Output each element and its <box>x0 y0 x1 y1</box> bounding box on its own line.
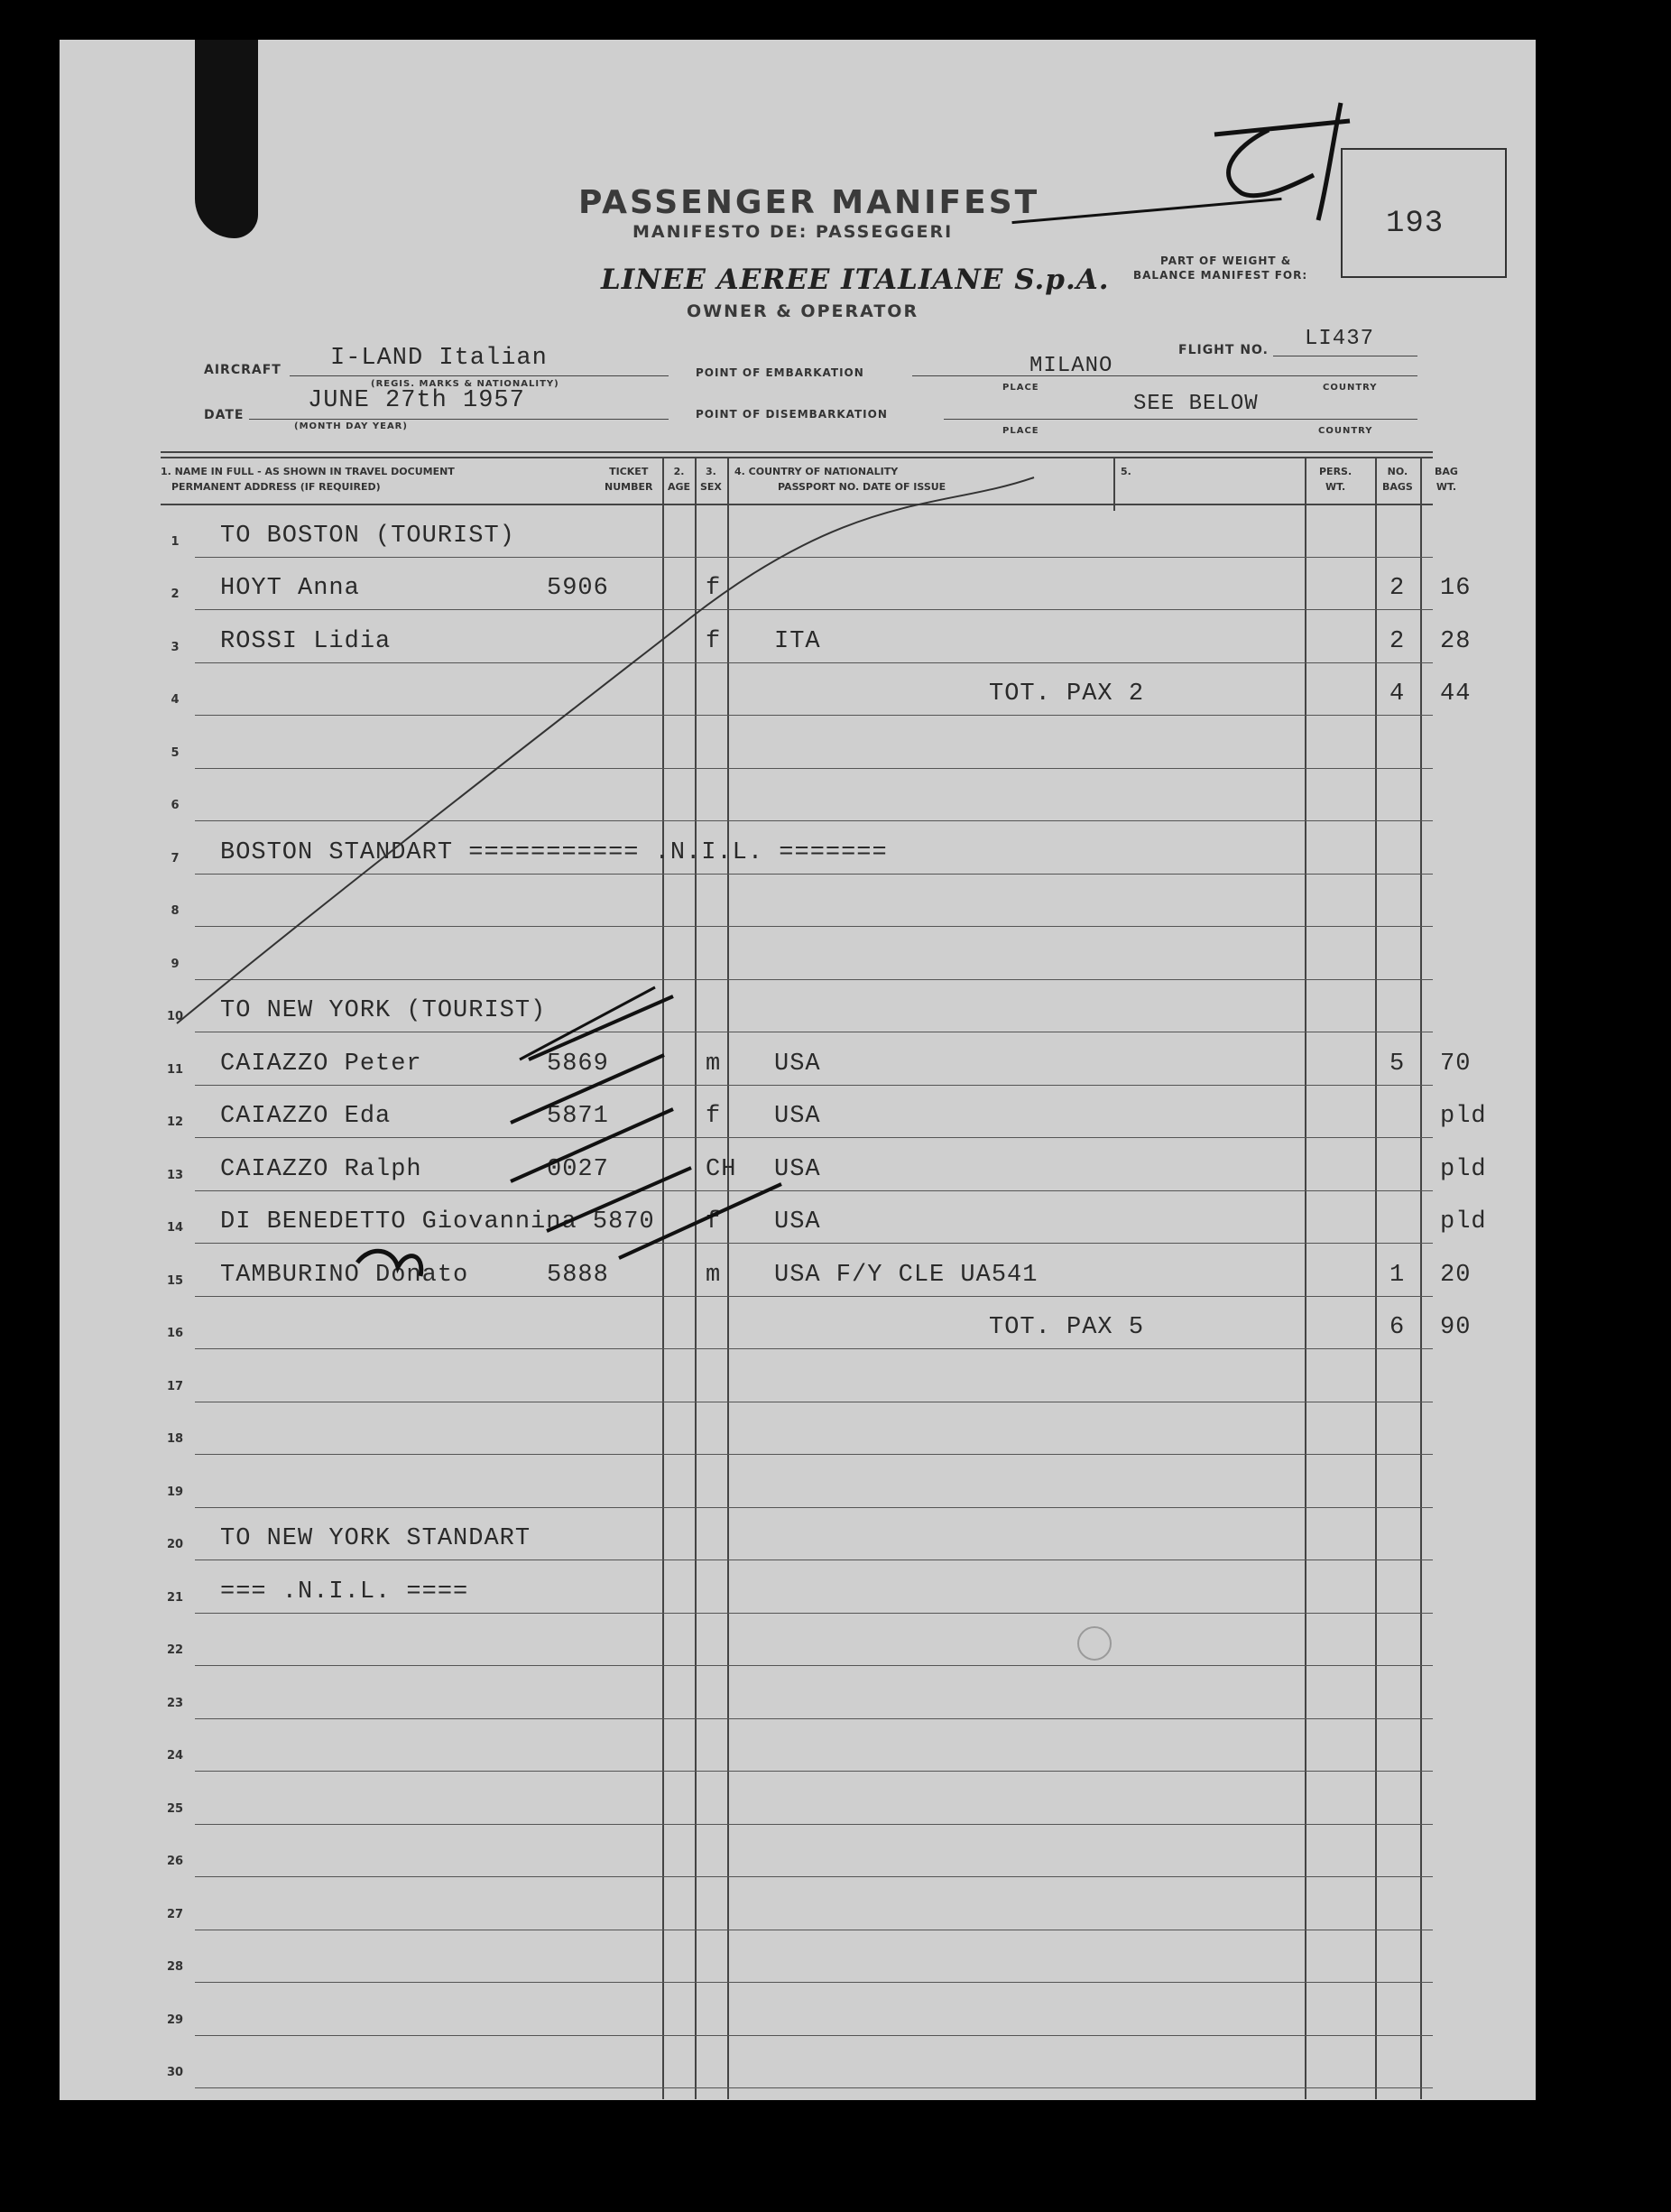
bag-weight: pld <box>1440 1155 1487 1183</box>
row-number: 13 <box>166 1168 184 1182</box>
row-number: 5 <box>171 745 180 760</box>
col-header-5: 5. <box>1121 466 1131 477</box>
row-number: 10 <box>166 1010 184 1023</box>
cancellation-strokes <box>60 40 1536 2100</box>
row-number: 22 <box>166 1643 184 1657</box>
passenger-name: CAIAZZO Eda <box>220 1103 392 1130</box>
bag-weight: 20 <box>1440 1261 1472 1289</box>
passenger-name: HOYT Anna <box>220 575 360 602</box>
disembarkation-place: SEE BELOW <box>1133 392 1259 416</box>
row-number: 11 <box>166 1062 184 1077</box>
bag-weight: 28 <box>1440 627 1472 655</box>
owner-operator-label: OWNER & OPERATOR <box>687 301 919 321</box>
row-number: 28 <box>166 1960 184 1974</box>
bag-weight: 16 <box>1440 575 1472 602</box>
bag-weight: 90 <box>1440 1314 1472 1341</box>
manifest-sheet <box>60 40 1536 2100</box>
passenger-name: ROSSI Lidia <box>220 627 392 655</box>
ticket-number: 5888 <box>547 1261 609 1289</box>
bag-weight: pld <box>1440 1103 1487 1130</box>
row-number: 21 <box>166 1590 184 1605</box>
col-header-sex: 3. SEX <box>700 466 722 493</box>
row-number: 19 <box>166 1485 184 1499</box>
row-number: 15 <box>166 1273 184 1288</box>
nationality-passport: USA <box>774 1208 821 1236</box>
col-header-bag-wt: BAG WT. <box>1435 466 1458 493</box>
passenger-name: === .N.I.L. ==== <box>220 1578 469 1606</box>
row-number: 27 <box>166 1907 184 1921</box>
embark-country-caption: COUNTRY <box>1323 383 1378 393</box>
row-number: 17 <box>166 1379 184 1393</box>
embarkation-label: POINT OF EMBARKATION <box>696 366 864 379</box>
row-number: 29 <box>166 2013 184 2027</box>
bag-weight: 70 <box>1440 1050 1472 1078</box>
aircraft-caption: (REGIS. MARKS & NATIONALITY) <box>371 379 559 389</box>
passenger-sex: CH <box>706 1155 737 1183</box>
col-header-ticket: TICKET NUMBER <box>605 466 653 493</box>
row-number: 9 <box>171 957 180 971</box>
row-number: 7 <box>171 851 180 865</box>
bag-weight: pld <box>1440 1208 1487 1236</box>
ticket-number: 5869 <box>547 1050 609 1078</box>
passenger-sex: m <box>706 1050 722 1078</box>
nationality-passport: USA F/Y CLE UA541 <box>774 1261 1039 1289</box>
passenger-sex: m <box>706 1261 722 1289</box>
weight-note-line1: PART OF WEIGHT & <box>1160 255 1292 267</box>
bags-count: 1 <box>1389 1261 1406 1289</box>
row-number: 25 <box>166 1801 184 1816</box>
row-remark: TOT. PAX 5 <box>989 1314 1145 1341</box>
row-number: 20 <box>166 1538 184 1551</box>
bag-weight: 44 <box>1440 680 1472 708</box>
passenger-sex: f <box>706 575 722 602</box>
col-header-pers-wt: PERS. WT. <box>1319 466 1352 493</box>
date-value: JUNE 27th 1957 <box>308 387 525 414</box>
row-number: 4 <box>171 693 180 707</box>
weight-note-line2: BALANCE MANIFEST FOR: <box>1133 269 1308 282</box>
passenger-name: TO NEW YORK STANDART <box>220 1525 531 1552</box>
disembark-place-caption: PLACE <box>1002 426 1039 436</box>
row-number: 1 <box>171 534 180 549</box>
row-number: 26 <box>166 1855 184 1868</box>
bags-count: 5 <box>1389 1050 1406 1078</box>
col-header-name: 1. NAME IN FULL - AS SHOWN IN TRAVEL DOCUMENT PERMANENT ADDRESS (IF REQUIRED) <box>161 466 455 493</box>
col-header-age: 2. AGE <box>668 466 691 493</box>
row-number: 16 <box>166 1327 184 1340</box>
date-caption: (MONTH DAY YEAR) <box>294 421 408 431</box>
row-number: 14 <box>166 1221 184 1235</box>
nationality-passport: ITA <box>774 627 821 655</box>
aircraft-value: I-LAND Italian <box>330 345 548 372</box>
nationality-passport: USA <box>774 1155 821 1183</box>
row-number: 3 <box>171 640 180 654</box>
row-number: 23 <box>166 1696 184 1710</box>
disembarkation-label: POINT OF DISEMBARKATION <box>696 408 888 421</box>
ticket-number: 0027 <box>547 1155 609 1183</box>
passenger-sex: f <box>706 1103 722 1130</box>
bags-count: 4 <box>1389 680 1406 708</box>
passenger-sex: f <box>706 627 722 655</box>
page-number: 193 <box>1386 207 1445 241</box>
col-header-bags: NO. BAGS <box>1382 466 1413 493</box>
embarkation-place: MILANO <box>1029 354 1113 378</box>
passenger-name: CAIAZZO Ralph <box>220 1155 422 1183</box>
row-number: 24 <box>166 1749 184 1763</box>
passenger-name: TAMBURINO Donato <box>220 1261 469 1289</box>
passenger-name: BOSTON STANDART =========== .N.I.L. ======= <box>220 838 888 866</box>
row-number: 2 <box>171 588 180 601</box>
date-label: DATE <box>204 408 245 422</box>
row-number: 8 <box>171 904 180 918</box>
ticket-number: 5871 <box>547 1103 609 1130</box>
row-number: 18 <box>166 1432 184 1446</box>
manifest-subtitle: MANIFESTO DE: PASSEGGERI <box>632 222 954 242</box>
flight-no-value: LI437 <box>1305 327 1375 351</box>
bags-count: 2 <box>1389 627 1406 655</box>
row-number: 12 <box>166 1115 184 1129</box>
aircraft-label: AIRCRAFT <box>204 363 282 377</box>
passenger-sex: f <box>706 1208 722 1236</box>
nationality-passport: USA <box>774 1103 821 1130</box>
nationality-passport: USA <box>774 1050 821 1078</box>
passenger-name: TO NEW YORK (TOURIST) <box>220 997 547 1024</box>
embark-place-caption: PLACE <box>1002 383 1039 393</box>
row-remark: TOT. PAX 2 <box>989 680 1145 708</box>
manifest-title: PASSENGER MANIFEST <box>578 184 1040 221</box>
flight-no-label: FLIGHT NO. <box>1178 343 1269 357</box>
passenger-name: CAIAZZO Peter <box>220 1050 422 1078</box>
disembark-country-caption: COUNTRY <box>1318 426 1373 436</box>
passenger-name: DI BENEDETTO Giovannina 5870 <box>220 1208 655 1236</box>
bags-count: 6 <box>1389 1314 1406 1341</box>
ticket-number: 5906 <box>547 575 609 602</box>
passenger-name: TO BOSTON (TOURIST) <box>220 522 515 550</box>
bags-count: 2 <box>1389 575 1406 602</box>
airline-name: LINEE AEREE ITALIANE S.p.A. <box>601 264 1110 296</box>
col-header-country: 4. COUNTRY OF NATIONALITY PASSPORT NO. DATE OF ISSUE <box>734 466 946 493</box>
row-number: 30 <box>166 2066 184 2079</box>
row-number: 6 <box>171 799 180 812</box>
